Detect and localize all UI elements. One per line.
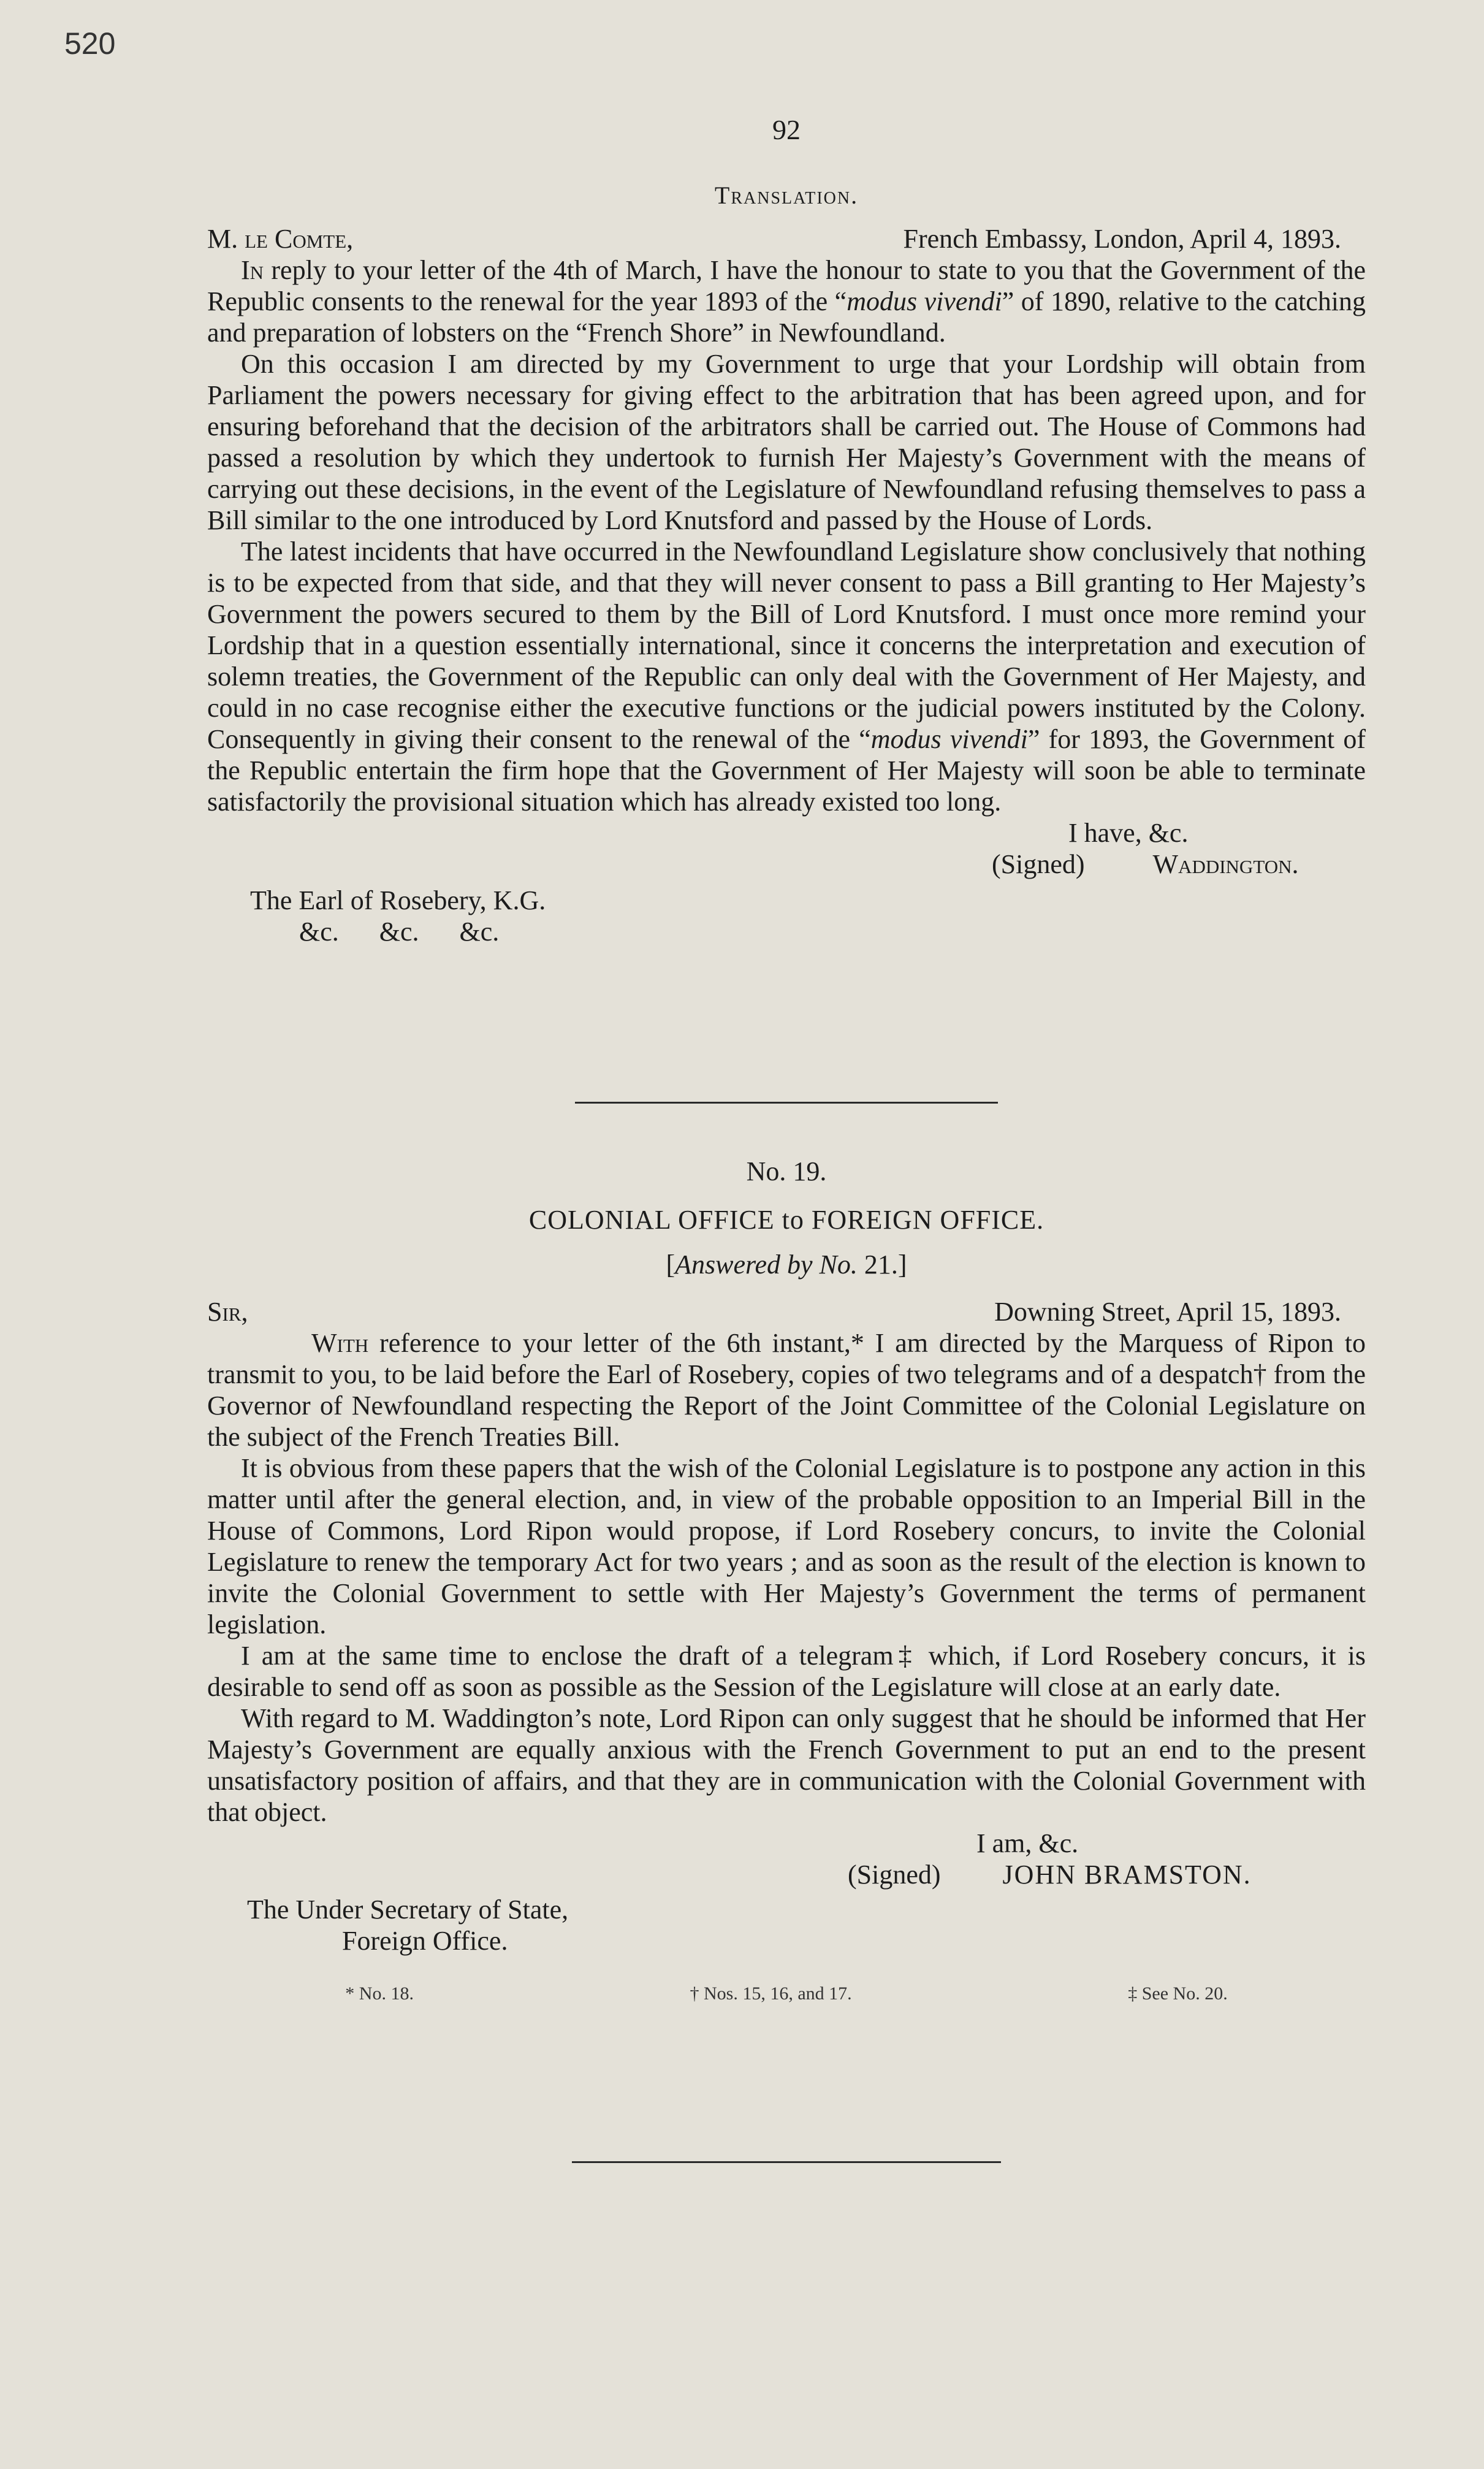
closing: I am, &c. — [976, 1828, 1079, 1858]
place-date: French Embassy, London, April 4, 1893. — [903, 224, 1341, 254]
lead-word: In — [241, 255, 264, 285]
signer-name: Waddington. — [1152, 849, 1299, 879]
doc19-paragraph-1 — [207, 1327, 1366, 1452]
addressee-line-2: Foreign Office. — [342, 1926, 508, 1956]
lead-word: With — [311, 1328, 369, 1358]
doc19-paragraph-3: I am at the same time to enclose the draft of a telegram‡ which, if Lord Rosebery concurs, it is desirable to send off as soon as possible as the Session of the Legislature will close at an early date. — [207, 1641, 1366, 1702]
italic-run: Answered by No. — [675, 1250, 858, 1280]
salutation: M. le Comte, — [207, 224, 354, 254]
italic-run: modus vivendi — [870, 724, 1028, 754]
addressee-line-1: The Under Secretary of State, — [247, 1895, 569, 1925]
footnote-1: * No. 18. — [345, 1983, 414, 2004]
text-run: reply to your letter of the 4th of March, I have the honour to state to you that the Government of the Republic consents to the renewal for the year 1893 of the “ — [207, 255, 1366, 316]
page-number: 92 — [772, 114, 801, 145]
translation-paragraph-2: On this occasion I am directed by my Government to urge that your Lordship will obtain from Parliament the powers necessary for giving effect to the arbitration that has been agreed upon, and for ensuring beforehand that the decision of the arbitrators shall be carried out. The House of Commons had passed a resolution by which they undertook to furnish Her Majesty’s Government with the means of carrying out these decisions, in the event of the Legislature of Newfoundland refusing themselves to pass a Bill similar to the one introduced by Lord Knutsford and passed by the House of Lords. — [207, 349, 1366, 535]
answered-note — [207, 1249, 1366, 1280]
doc-title: COLONIAL OFFICE to FOREIGN OFFICE. — [528, 1205, 1045, 1235]
place-date: Downing Street, April 15, 1893. — [994, 1297, 1341, 1327]
doc19-section — [207, 1156, 1366, 2004]
bracket: [ — [666, 1250, 675, 1280]
italic-run: modus vivendi — [847, 286, 1002, 316]
text-run: ” for 1893, the Government of the Republic entertain the firm hope that the Government of Her Majesty will soon be able to terminate satisfactorily the provisional situation which has already existed too long. — [207, 724, 1366, 817]
translation-heading: Translation. — [714, 181, 859, 209]
text-run: ” of 1890, relative to the catching and preparation of lobsters on the “French Shore” in Newfoundland. — [207, 286, 1366, 348]
signer-name: JOHN BRAMSTON. — [1002, 1860, 1252, 1890]
doc19-header-row — [207, 1296, 1366, 1327]
closing: I have, &c. — [1068, 818, 1189, 848]
translation-section — [207, 181, 1366, 947]
addressee-line-1: The Earl of Rosebery, K.G. — [250, 885, 546, 915]
section-divider — [575, 1102, 998, 1104]
doc19-paragraph-4: With regard to M. Waddington’s note, Lord Ripon can only suggest that he should be informed that Her Majesty’s Government are equally anxious with the French Government to put an end to the present unsatisfactory position of affairs, and that they are in communication with the Colonial Government with that object. — [207, 1703, 1366, 1827]
footnote-3: ‡ See No. 20. — [1128, 1983, 1228, 2004]
signed-label: (Signed) — [848, 1860, 941, 1890]
footnotes — [207, 1983, 1366, 2004]
text-run: The latest incidents that have occurred in the Newfoundland Legislature show conclusively that nothing is to be expected from that side, and that they will never consent to pass a Bill granting to Her Majesty’s Government the powers secured to them by the Bill of Lord Knutsford. I must once more remind your Lordship that in a question essentially international, since it concerns the interpretation and execution of solemn treaties, the Government of the Republic can only deal with the Government of Her Majesty, and could in no case recognise either the executive functions or the judicial powers instituted by the Colony. Consequently in giving their consent to the renewal of the “ — [207, 536, 1366, 754]
signature-line — [207, 849, 1366, 880]
text-run: reference to your letter of the 6th instant,* I am directed by the Marquess of Ripon to transmit to you, to be laid before the Earl of Rosebery, copies of two telegrams and of a despatch† from the Governor of Newfoundland respecting the Report of the Joint Committee of the Colonial Legislature on the subject of the French Treaties Bill. — [207, 1328, 1366, 1452]
archive-page-number: 520 — [64, 26, 116, 61]
addressee-line-2: &c. &c. &c. — [299, 917, 500, 947]
doc-number: No. 19. — [746, 1156, 827, 1186]
translation-paragraph-3 — [207, 536, 1366, 817]
translation-header-row — [207, 223, 1366, 254]
signed-label: (Signed) — [992, 849, 1085, 879]
text-run: 21.] — [857, 1250, 907, 1280]
signature-line — [207, 1859, 1366, 1890]
translation-paragraph-1 — [207, 254, 1366, 348]
footnote-2: † Nos. 15, 16, and 17. — [690, 1983, 852, 2004]
salutation: Sir, — [207, 1297, 248, 1327]
end-divider — [572, 2161, 1001, 2163]
doc19-paragraph-2: It is obvious from these papers that the wish of the Colonial Legislature is to postpone any action in this matter until after the general election, and, in view of the probable opposition to an Imperial Bill in the House of Commons, Lord Ripon would propose, if Lord Rosebery concurs, to invite the Colonial Legislature to renew the temporary Act for two years ; and as soon as the result of the election is known to invite the Colonial Government to settle with Her Majesty’s Government the terms of permanent legislation. — [207, 1453, 1366, 1639]
